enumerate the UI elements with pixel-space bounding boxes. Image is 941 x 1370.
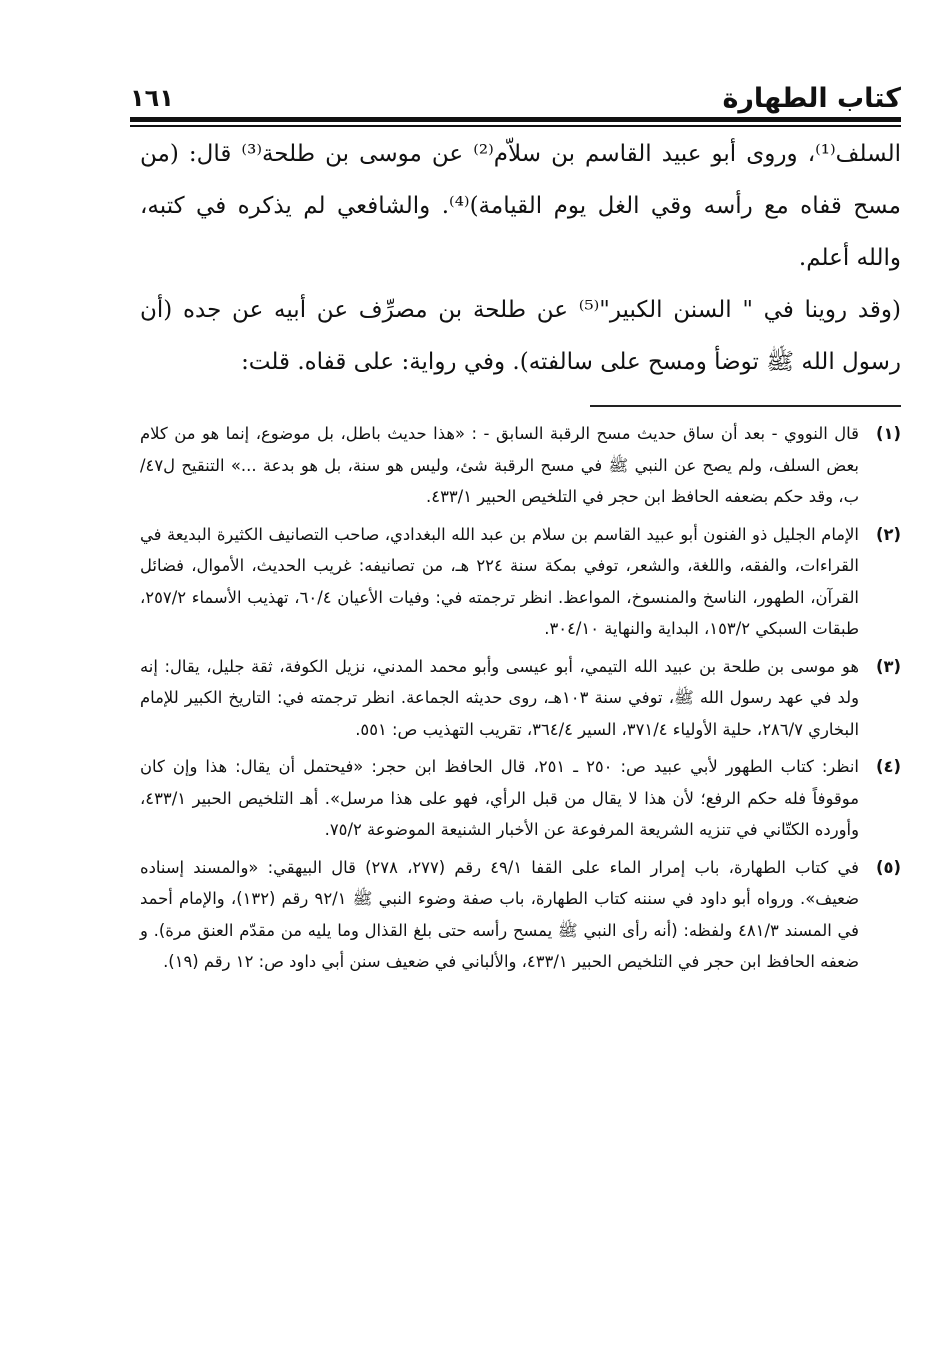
page-number: ١٦١ — [130, 84, 174, 112]
footnote-1 — [140, 418, 901, 513]
footnote-number: (٤) — [875, 757, 901, 776]
footnote-number: (٣) — [875, 656, 901, 676]
footnote-number: (١) — [875, 424, 901, 443]
footnote-separator — [590, 405, 901, 407]
main-paragraph-1: السلف⁽¹⁾، وروى أبو عبيد القاسم بن سلاّم⁽²⁾ عن موسى بن طلحة⁽³⁾ قال: (من مسح قفاه مع رأسه وقي الغل يوم القيامة)⁽⁴⁾. والشافعي لم يذكره في كتبه، والله أعلم. — [140, 141, 901, 271]
footnote-5 — [140, 852, 901, 978]
footnote-text: انظر: كتاب الطهور لأبي عبيد ص: ٢٥٠ ـ ٢٥١، قال الحافظ ابن حجر: «فيحتمل أن يقال: هذا وإن كان موقوفاً فله حكم الرفع؛ لأن هذا لا يقال من قبل الرأي، فهو على هذا مرسل». أهـ التلخيص الحبير ٤٣٣/١، وأورده الكتّاني في تنزيه الشريعة المرفوعة عن الأخبار الشنيعة الموضوعة ٧٥/٢. — [140, 757, 859, 839]
page-header — [130, 78, 901, 118]
main-paragraph-2: (وقد روينا في " السنن الكبير"⁽⁵⁾ عن طلحة بن مصرِّف عن أبيه عن جده (أن رسول الله ﷺ توضأ ومسح على سالفته). وفي رواية: على قفاه. قلت: — [140, 297, 901, 375]
header-rule-thick — [130, 117, 901, 122]
footnote-text: هو موسى بن طلحة بن عبيد الله التيمي، أبو عيسى وأبو محمد المدني، نزيل الكوفة، ثقة جليل، يقال: إنه ولد في عهد رسول الله ﷺ، توفي سنة ١٠٣هـ، روى حديثه الجماعة. انظر ترجمته في: التاريخ الكبير للإمام البخاري ٢٨٦/٧، حلية الأولياء ٣٧١/٤، السير ٣٦٤/٤، تقريب التهذيب ص: ٥٥١. — [140, 656, 859, 739]
footnote-text: الإمام الجليل ذو الفنون أبو عبيد القاسم بن سلام بن عبد الله البغدادي، صاحب التصانيف الكثيرة البديعة في القراءات، والفقه، واللغة، والشعر، توفي بمكة سنة ٢٢٤ هـ، من تصانيفه: غريب الحديث، الأموال، فضائل القرآن، الطهور، الناسخ والمنسوخ، المواعظ. انظر ترجمته في: وفيات الأعيان ٦٠/٤، تهذيب الأسماء ٢٥٧/٢، طبقات السبكي ١٥٣/٢، البداية والنهاية ٣٠٤/١٠. — [140, 524, 859, 638]
footnote-text: في كتاب الطهارة، باب إمرار الماء على القفا ٤٩/١ رقم (٢٧٧، ٢٧٨) قال البيهقي: «والمسند إسناده ضعيف». ورواه أبو داود في سننه كتاب الطهارة، باب صفة وضوء النبي ﷺ ٩٢/١ رقم (١٣٢)، والإمام أحمد في المسند ٤٨١/٣ ولفظه: (أنه رأى النبي ﷺ يمسح رأسه حتى بلغ القذال وما يليه من مقدّم العنق مرة). و ضعفه الحافظ ابن حجر في التلخيص الحبير ٤٣٣/١، والألباني في ضعيف سنن أبي داود ص: ١٢ رقم (١٩). — [140, 857, 859, 971]
footnote-number: (٥) — [875, 857, 901, 877]
header-rule-thin — [130, 125, 901, 127]
footnote-3 — [140, 651, 901, 746]
footnote-text: قال النووي - بعد أن ساق حديث مسح الرقبة السابق - : «هذا حديث باطل، بل موضوع، إنما هو من كلام بعض السلف، ولم يصح عن النبي ﷺ في مسح الرقبة شئ، وليس هو سنة، بل هو بدعة ...» التنقيح ل٤٧/ب، وقد حكم بضعفه الحافظ ابن حجر في التلخيص الحبير ٤٣٣/١. — [140, 424, 859, 506]
running-title: كتاب الطهارة — [722, 82, 901, 114]
main-text — [140, 128, 901, 388]
footnote-number: (٢) — [875, 524, 901, 544]
footnote-4 — [140, 751, 901, 846]
footnotes — [140, 418, 901, 984]
footnote-2 — [140, 519, 901, 645]
